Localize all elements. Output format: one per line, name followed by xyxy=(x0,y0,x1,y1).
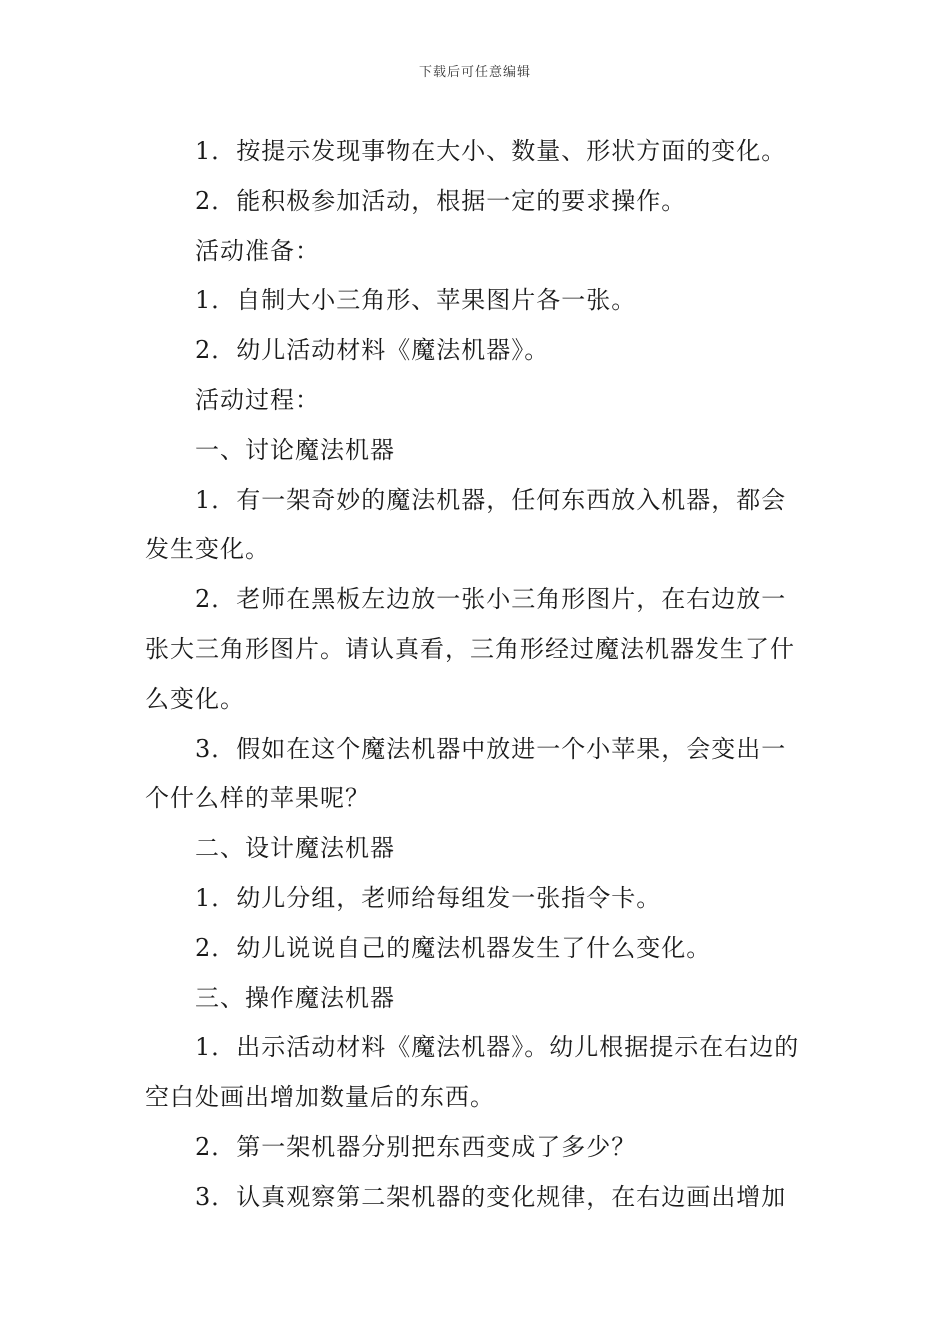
subheading-discuss: 一、讨论魔法机器 xyxy=(195,435,395,464)
paragraph-operate-1: 1．出示活动材料《魔法机器》。幼儿根据提示在右边的空白处画出增加数量后的东西。 xyxy=(145,1033,800,1112)
paragraph-goal-2: 2．能积极参加活动，根据一定的要求操作。 xyxy=(195,186,687,215)
subheading-design: 二、设计魔法机器 xyxy=(195,834,395,863)
paragraph-operate-3: 3．认真观察第二架机器的变化规律，在右边画出增加 xyxy=(195,1182,787,1211)
paragraph-discuss-2: 2．老师在黑板左边放一张小三角形图片，在右边放一张大三角形图片。请认真看，三角形经过魔法机器发生了什么变化。 xyxy=(145,585,795,713)
paragraph-discuss-3: 3．假如在这个魔法机器中放进一个小苹果，会变出一个什么样的苹果呢？ xyxy=(145,734,787,813)
section-heading-preparation: 活动准备： xyxy=(195,236,320,265)
paragraph-design-1: 1．幼儿分组，老师给每组发一张指令卡。 xyxy=(195,883,662,912)
section-heading-process: 活动过程： xyxy=(195,385,320,414)
paragraph-preparation-1: 1．自制大小三角形、苹果图片各一张。 xyxy=(195,286,637,315)
subheading-operate: 三、操作魔法机器 xyxy=(195,983,395,1012)
paragraph-goal-1: 1．按提示发现事物在大小、数量、形状方面的变化。 xyxy=(195,137,787,165)
paragraph-discuss-1: 1．有一架奇妙的魔法机器，任何东西放入机器，都会发生变化。 xyxy=(145,485,787,564)
paragraph-preparation-2: 2．幼儿活动材料《魔法机器》。 xyxy=(195,336,550,365)
page-header: 下载后可任意编辑 xyxy=(418,65,531,80)
paragraph-operate-2: 2．第一架机器分别把东西变成了多少？ xyxy=(195,1132,637,1161)
paragraph-design-2: 2．幼儿说说自己的魔法机器发生了什么变化。 xyxy=(195,933,712,962)
document-body xyxy=(145,127,809,1223)
